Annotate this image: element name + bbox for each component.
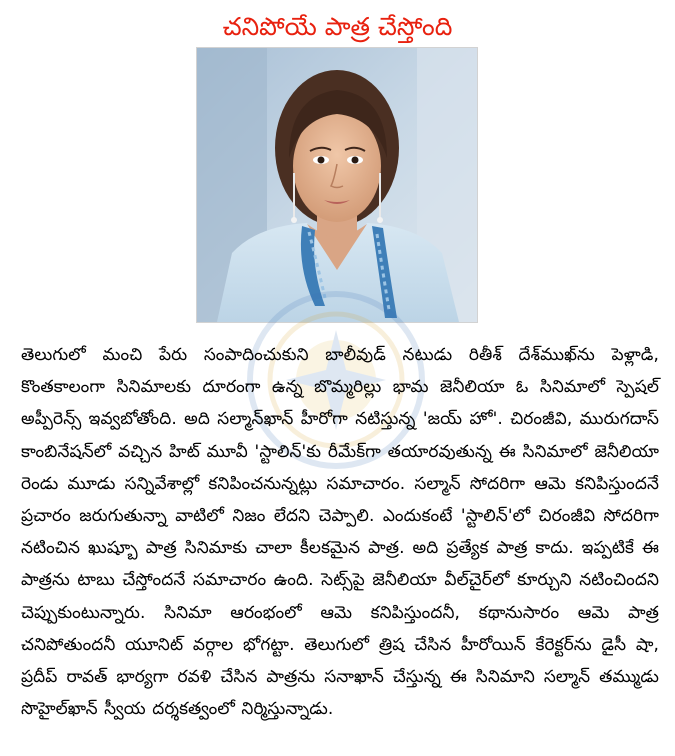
article-body: తెలుగులో మంచి పేరు సంపాదించుకుని బాలీవుడ్ నటుడు రితీశ్ దేశ్‌ముఖ్‌ను పెళ్లాడి, కొంతకాలంగా సినిమాలకు దూరంగా ఉన్న బొమ్మరిల్లు భామ జెనీలియా ఓ సినిమాలో స్పెషల్ అప్పీరెన్స్ ఇవ్వబోతోంది. అది సల్మాన్‌ఖాన్ హీరోగా నటిస్తున్న 'జయ్ హో'. చిరంజీవి, మురుగదాస్ కాంబినేషన్‌లో వచ్చిన హిట్ మూవీ 'స్టాలిన్'కు రీమేక్‌గా తయారవుతున్న ఈ సినిమాలో జెనీలియా రెండు మూడు సన్నివేశాల్లో కనిపించనున్నట్లు సమాచారం. సల్మాన్ సోదరిగా ఆమె కనిపిస్తుందనే ప్రచారం జరుగుతున్నా వాటిలో నిజం లేదని చెప్పాలి. ఎందుకంటే 'స్టాలిన్'లో చిరంజీవి సోదరిగా నటించిన ఖుష్బూ పాత్ర సినిమాకు చాలా కీలకమైన పాత్ర. అది ప్రత్యేక పాత్ర కాదు. ఇప్పటికే ఈ పాత్రను టాబు చేస్తోందనే సమాచారం ఉంది. సెట్స్‌పై జెనీలియా వీల్‌చైర్‌లో కూర్చుని నటించిందని చెప్పుకుంటున్నారు. సినిమా ఆరంభంలో ఆమె కనిపిస్తుందనీ, కథానుసారం ఆమె పాత్ర చనిపోతుందనీ యూనిట్ వర్గాల భోగట్టా. తెలుగులో త్రిష చేసిన హీరోయిన్ కేరెక్టర్‌ను డైసీ షా, ప్రదీప్ రావత్ భార్యగా రవళి చేసిన పాత్రను సనాఖాన్ చేస్తున్న ఈ సినిమాని సల్మాన్ తమ్ముడు సొహైల్‌ఖాన్ స్వీయ దర్శకత్వంలో నిర్మిస్తున్నాడు. xyxy=(21,345,659,720)
article-headline: చనిపోయే పాత్ర చేస్తోంది xyxy=(222,12,453,41)
actress-portrait-photo xyxy=(197,48,477,322)
article-photo xyxy=(196,47,478,323)
